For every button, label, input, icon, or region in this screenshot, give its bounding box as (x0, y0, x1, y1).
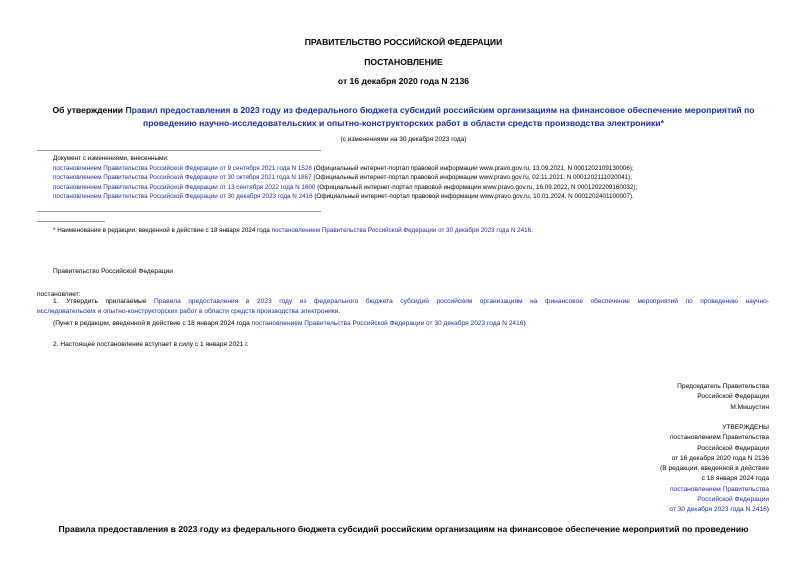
amendment-item (53, 192, 637, 202)
amendment-link[interactable]: постановлением Правительства Российской Федерации от 30 декабря 2023 года N 2416 (53, 193, 313, 201)
doc-type: ПОСТАНОВЛЕНИЕ (364, 57, 443, 67)
changes-note: (с изменениями на 30 декабря 2023 года) (340, 136, 467, 143)
footnote-rule (37, 221, 105, 222)
approval-line: с 18 января 2024 года (701, 475, 769, 483)
document-title (0, 104, 807, 130)
approval-line: постановлением Правительства (669, 434, 769, 442)
footnote-text: * Наименование в редакции, введенной в действие с 18 января 2024 года (53, 227, 272, 234)
doc-date-number: от 16 декабря 2020 года N 2136 (337, 76, 470, 86)
p1-note-end: ) (523, 320, 526, 327)
amendments-heading: Документ с изменениями, внесенными: (53, 155, 169, 162)
footnote (53, 226, 533, 236)
approval-link[interactable]: Российской Федерации (697, 496, 769, 504)
paragraph-1-line2 (37, 307, 769, 317)
title-link-rules-cont[interactable]: проведению научно-исследовательских и опытно-конструкторских работ в области средств производства электроники* (143, 118, 664, 128)
p1-rules-link-cont[interactable]: исследовательских и опытно-конструкторских работ в области средств производства электроники (37, 307, 339, 315)
approval-line: от 16 декабря 2020 года N 2136 (671, 454, 769, 462)
approval-close: ) (766, 506, 769, 514)
amendment-source: (Официальный интернет-портал правовой информации www.pravo.gov.ru, 16.09.2022, N 0001202209160032); (315, 183, 638, 191)
amendment-item (53, 183, 637, 193)
signature-country: Российской Федерации (697, 393, 769, 401)
amendment-source: (Официальный интернет-портал правовой информации www.pravo.gov.ru, 02.11.2021, N 0001202111020041); (311, 174, 632, 182)
signature-title: Председатель Правительства (677, 383, 769, 390)
amendment-item (53, 164, 637, 174)
footnote-link[interactable]: постановлением Правительства Российской Федерации от 30 декабря 2023 года N 2416 (271, 227, 532, 234)
p1-end: . (338, 307, 341, 315)
government-name: Правительство Российской Федерации (53, 268, 173, 275)
paragraph-1 (37, 297, 769, 317)
approval-heading: УТВЕРЖДЕНЫ (722, 424, 769, 431)
approval-link-line (660, 505, 769, 515)
amendment-link[interactable]: постановлением Правительства Российской Федерации от 30 октября 2021 года N 1867 (53, 174, 312, 182)
footnote-end: . (531, 227, 533, 234)
signature-block (677, 382, 769, 413)
amendment-item (53, 173, 637, 183)
amendment-link[interactable]: постановлением Правительства Российской Федерации от 13 сентября 2022 года N 1600 (53, 183, 316, 191)
divider-bottom (37, 211, 321, 212)
approval-block (660, 423, 769, 516)
rules-title: Правила предоставления в 2023 году из федерального бюджета субсидий российским организациям на финансовое обеспечение мероприятий по проведению (58, 524, 749, 534)
title-prefix: Об утверждении (52, 105, 126, 115)
approval-line: Российской Федерации (697, 444, 769, 452)
paragraph-1-line1 (37, 297, 769, 307)
org-name: ПРАВИТЕЛЬСТВО РОССИЙСКОЙ ФЕДЕРАЦИИ (304, 37, 503, 47)
approval-link[interactable]: от 30 декабря 2023 года N 2416 (669, 506, 767, 514)
paragraph-1-note (53, 319, 526, 329)
amendment-source: (Официальный интернет-портал правовой информации www.pravo.gov.ru, 13.09.2021, N 0001202109130006); (311, 164, 634, 172)
approval-link[interactable]: постановлением Правительства (669, 485, 769, 493)
amendment-link[interactable]: постановлением Правительства Российской Федерации от 9 сентября 2021 года N 1528 (53, 164, 312, 172)
approval-line: (В редакции, введенной в действие (660, 465, 769, 473)
amendments-block (53, 154, 637, 202)
signature-name: М.Мишустин (730, 403, 769, 411)
title-link-rules[interactable]: Правил предоставления в 2023 году из федерального бюджета субсидий российским организациям на финансовое обеспечение мероприятий по (125, 105, 755, 115)
decrees-word: постановляет: (37, 291, 81, 298)
p1-note-link[interactable]: постановлением Правительства Российской Федерации от 30 декабря 2023 года N 2416 (251, 320, 524, 327)
divider-top (37, 150, 321, 151)
amendment-source: (Официальный интернет-портал правовой информации www.pravo.gov.ru, 10.01.2024, N 0001202401100007). (312, 193, 634, 201)
paragraph-2: 2. Настоящее постановление вступает в силу с 1 января 2021 г. (53, 341, 249, 348)
p1-rules-link[interactable]: Правила предоставления в 2023 году из федерального бюджета субсидий российским организациям на финансовое обеспечение мероприятий по проведению научно- (154, 298, 769, 305)
p1-prefix: 1. Утвердить прилагаемые (53, 298, 154, 305)
p1-note-text: (Пункт в редакции, введенной в действие с 18 января 2024 года (53, 320, 252, 327)
